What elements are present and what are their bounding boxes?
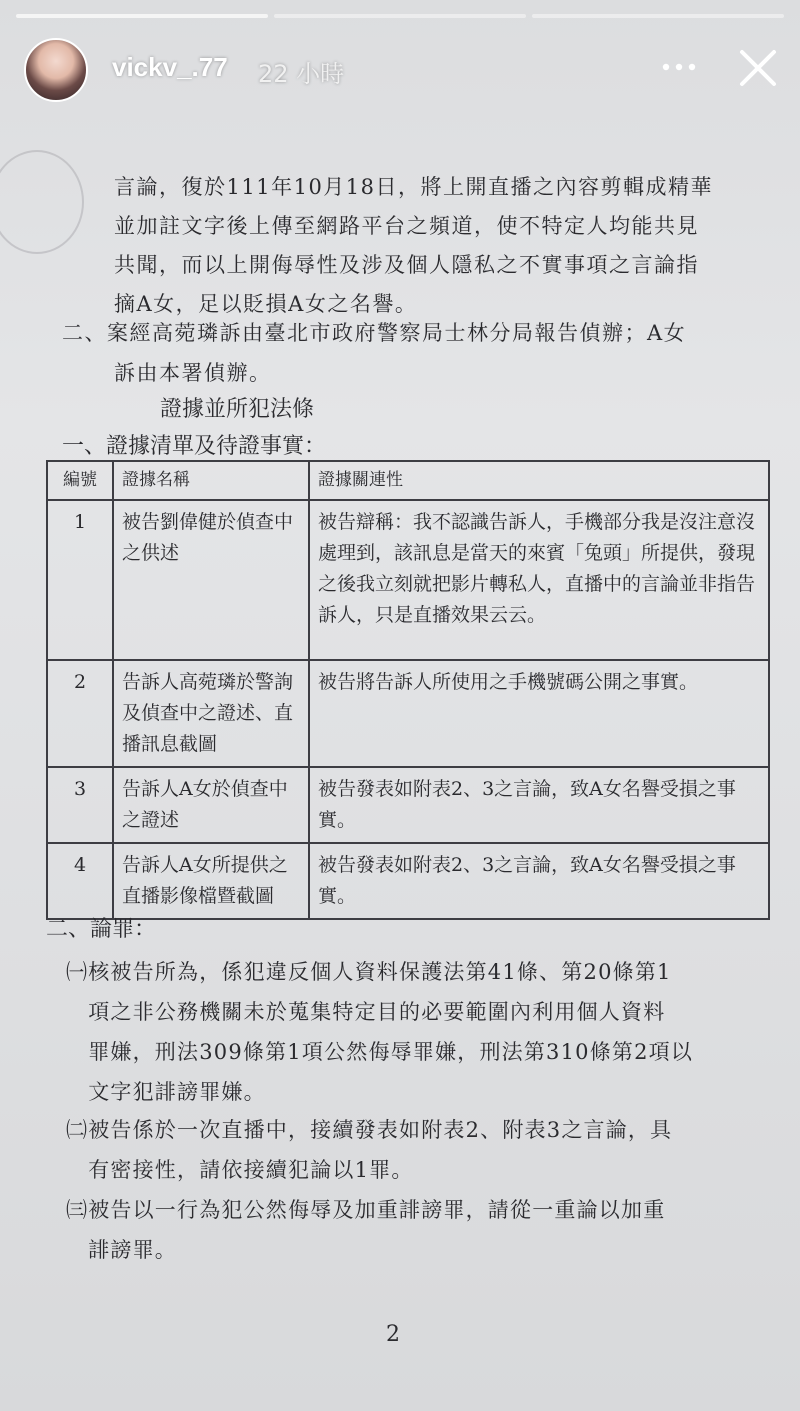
page-number: 2 [386,1322,400,1347]
paragraph-2-line2: 訴由本署偵辦。 [114,361,272,385]
cell-relevance: 被告發表如附表2、3之言論，致A女名譽受損之事實。 [309,767,769,843]
text-line: 罪嫌，刑法309條第1項公然侮辱罪嫌，刑法第310條第2項以 [66,1040,694,1064]
post-time: 22 小時 [258,60,345,88]
table-row [47,660,769,767]
text-line: 文字犯誹謗罪嫌。 [66,1080,266,1104]
evidence-list-title: 一、證據清單及待證事實： [62,434,327,459]
close-icon[interactable] [736,46,780,90]
cell-evidence-name: 告訴人A女所提供之直播影像檔暨截圖 [113,843,309,919]
text-line: 有密接性，請依接續犯論以1罪。 [66,1158,414,1182]
text-line: 誹謗罪。 [66,1238,177,1262]
text-line: 項之非公務機關未於蒐集特定目的必要範圍內利用個人資料 [66,1000,666,1024]
cell-evidence-name: 被告劉偉健於偵查中之供述 [113,500,309,660]
username[interactable]: vickv_.77 [112,52,228,82]
column-header: 證據名稱 [113,461,309,500]
text-line: 並加註文字後上傳至網路平台之頻道，使不特定人均能共見 [114,214,699,238]
more-horizontal-icon[interactable] [660,55,698,79]
text-line: ㈠核被告所為，係犯違反個人資料保護法第41條、第20條第1 [66,960,672,984]
table-header-row [47,461,769,500]
paragraph-2-line1: 二、案經高菀璘訴由臺北市政府警察局士林分局報告偵辦；A女 [62,321,687,345]
evidence-heading: 證據並所犯法條 [160,397,315,422]
text-line: 共聞，而以上開侮辱性及涉及個人隱私之不實事項之言論指 [114,253,699,277]
official-stamp [0,150,84,254]
cell-relevance: 被告發表如附表2、3之言論，致A女名譽受損之事實。 [309,843,769,919]
progress-segment [532,14,784,18]
charge-item-2 [66,1110,672,1190]
column-header: 證據關連性 [309,461,769,500]
text-line: ㈢被告以一行為犯公然侮辱及加重誹謗罪，請從一重論以加重 [66,1198,666,1222]
story-progress-bar [16,14,784,18]
table-row [47,500,769,660]
cell-evidence-name: 告訴人A女於偵查中之證述 [113,767,309,843]
cell-number: 1 [47,500,113,660]
cell-number: 4 [47,843,113,919]
charge-item-3 [66,1190,665,1270]
table-row [47,843,769,919]
avatar[interactable] [24,38,88,102]
text-line: 言論，復於111年10月18日，將上開直播之內容剪輯成精華 [114,175,714,199]
progress-segment [274,14,526,18]
charge-item-1 [66,952,693,1112]
cell-number: 3 [47,767,113,843]
progress-segment [16,14,268,18]
cell-relevance: 被告將告訴人所使用之手機號碼公開之事實。 [309,660,769,767]
column-header: 編號 [47,461,113,500]
text-line: 摘A女，足以貶損A女之名譽。 [114,292,418,316]
cell-relevance: 被告辯稱：我不認識告訴人，手機部分我是沒注意沒處理到，該訊息是當天的來賓「兔頭」所提供，發現之後我立刻就把影片轉私人，直播中的言論並非指告訴人，只是直播效果云云。 [309,500,769,660]
table-row [47,767,769,843]
text-line: ㈡被告係於一次直播中，接續發表如附表2、附表3之言論，具 [66,1118,673,1142]
evidence-table [46,460,770,920]
section-2-title: 二、論罪： [46,917,157,942]
paragraph-1 [114,168,713,324]
cell-evidence-name: 告訴人高菀璘於警詢及偵查中之證述、直播訊息截圖 [113,660,309,767]
cell-number: 2 [47,660,113,767]
